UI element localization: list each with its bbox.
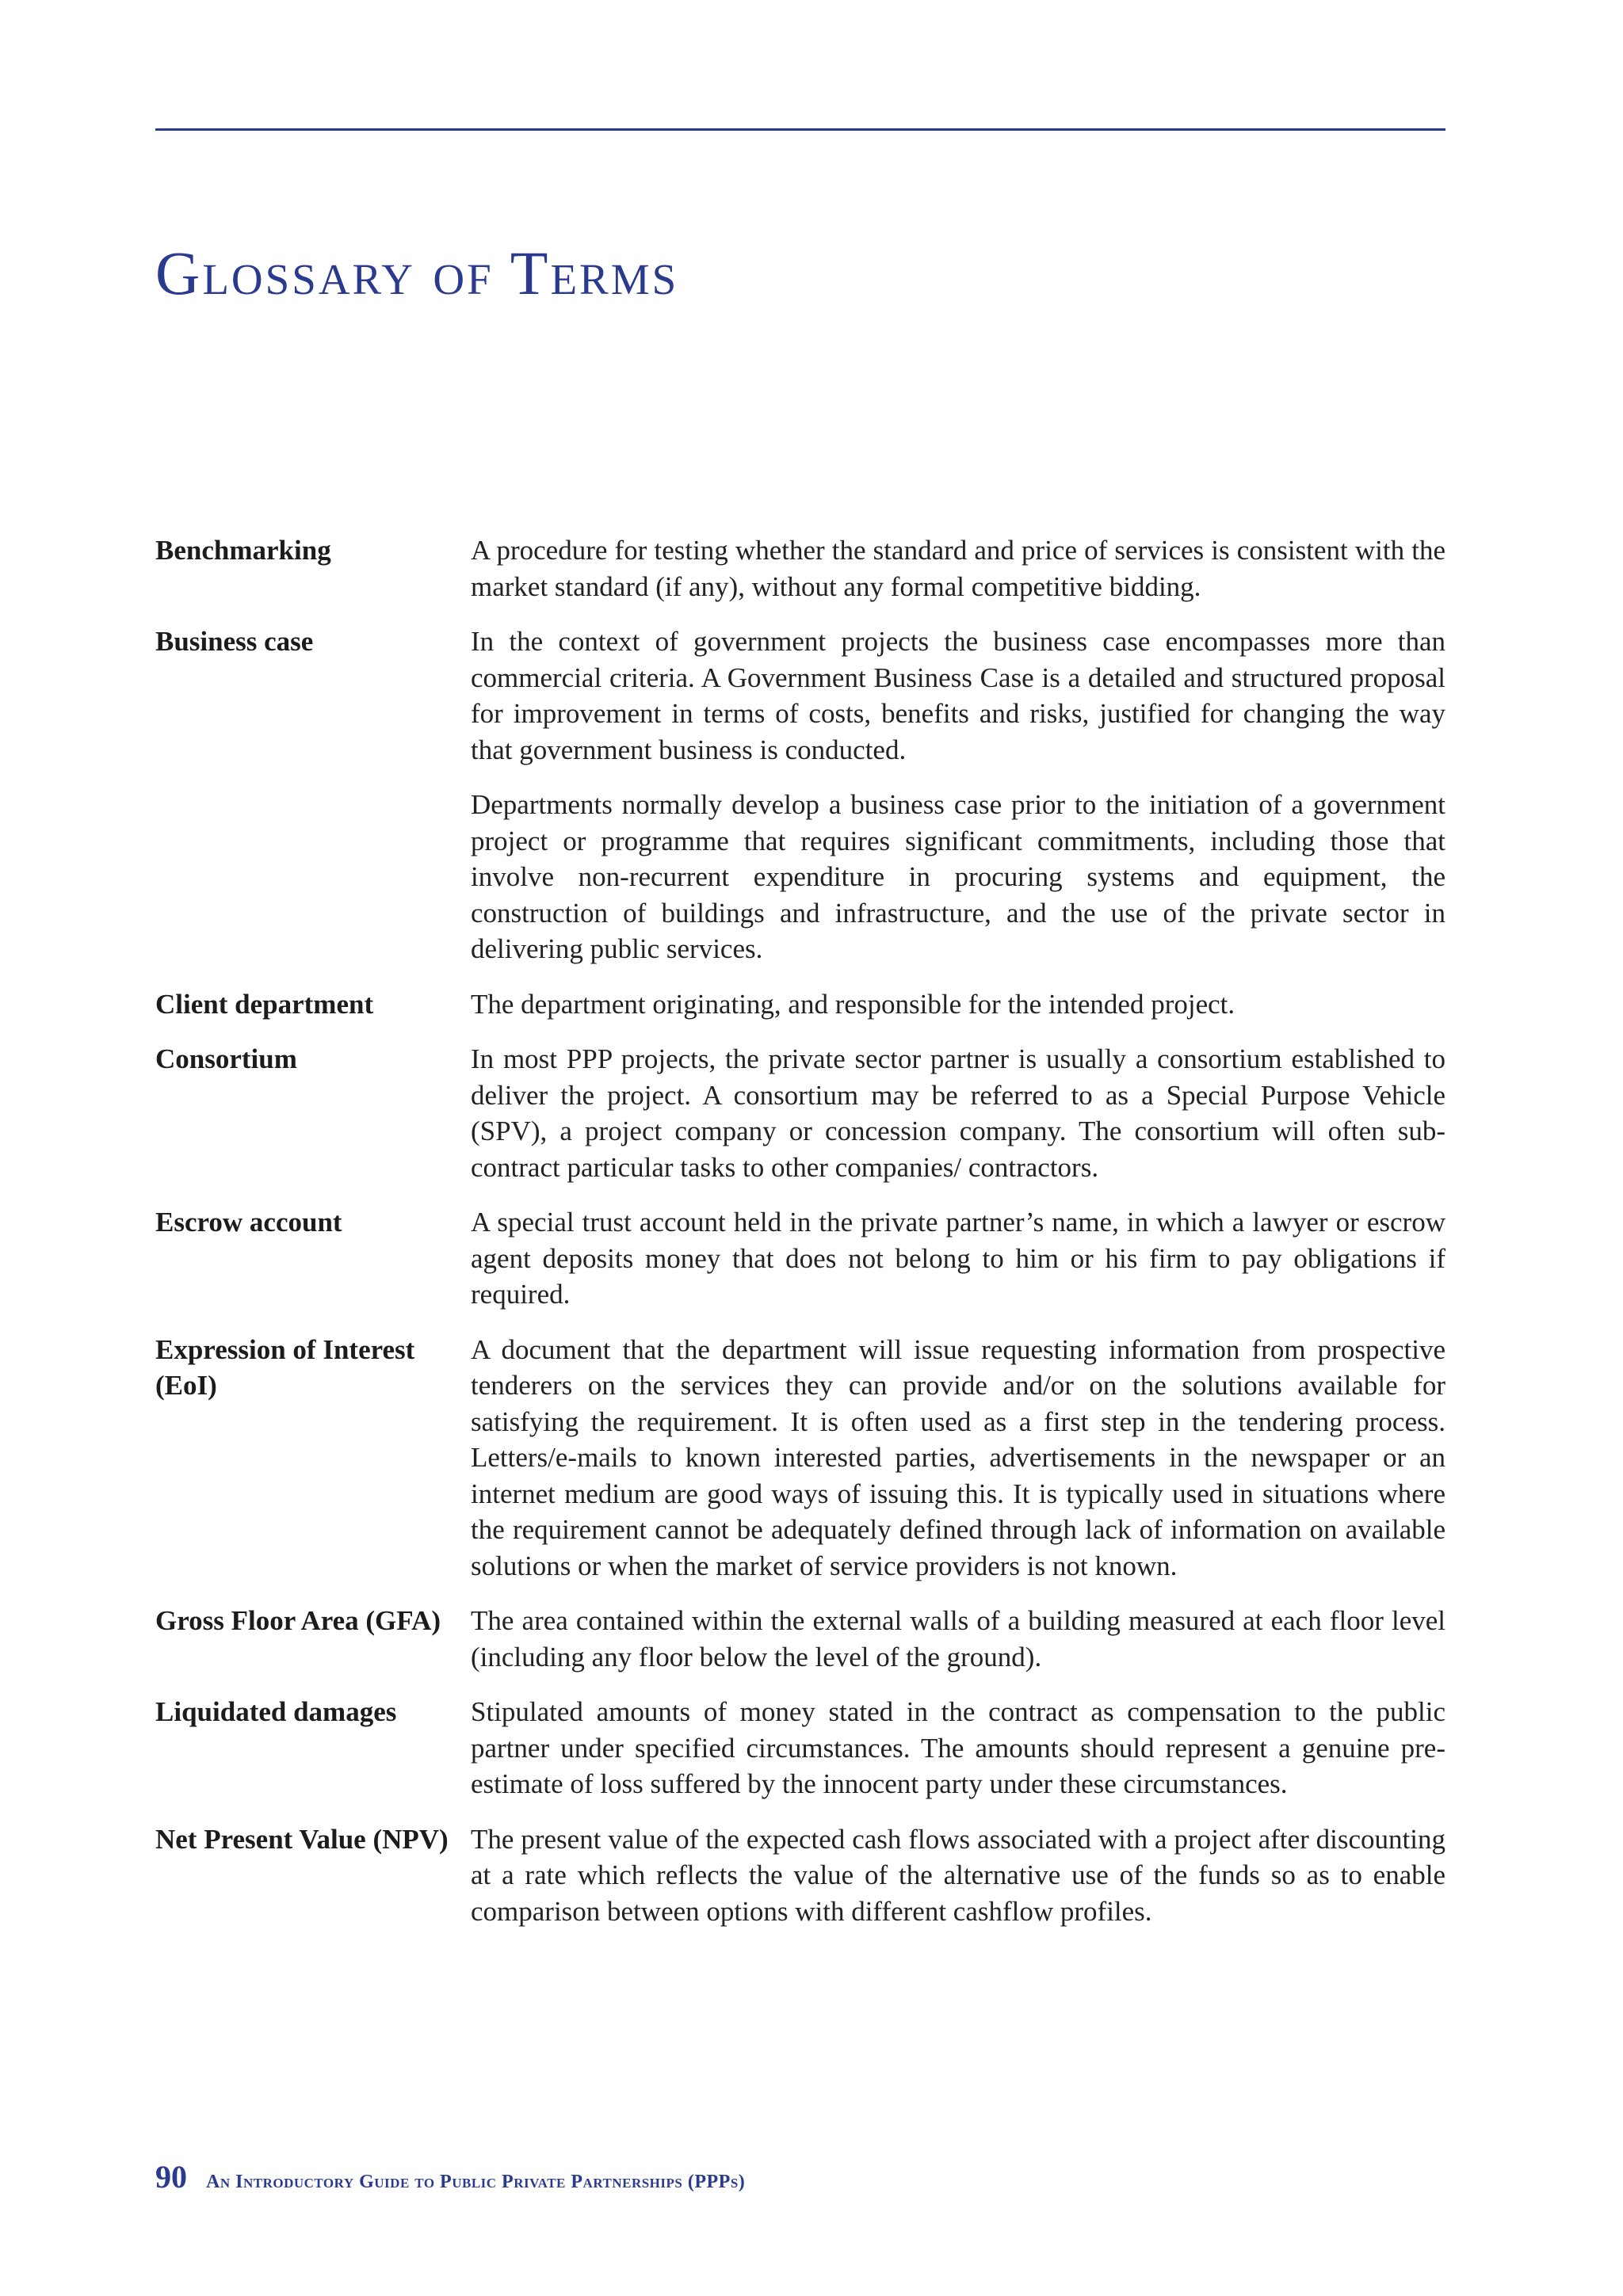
definition-paragraph: A document that the department will issue requesting information from prospective tenderers on the services they can provide and/or on the solutions available for satisfying the requirement. It is often used as a first step in the tendering process. Letters/e-mails to known interested parties, advertisements in the newspaper or an internet medium are good ways of issuing this. It is typically used in situations where the requirement cannot be adequately defined through lack of information on available solutions or when the market of service providers is not known.	[471, 1333, 1445, 1581]
glossary-definition	[471, 532, 1445, 605]
definition-paragraph: A procedure for testing whether the standard and price of services is consistent with the market standard (if any), without any formal competitive bidding.	[471, 535, 1445, 602]
glossary-entry	[155, 532, 1445, 605]
glossary-term: Expression of Interest (EoI)	[155, 1333, 415, 1401]
glossary-entry	[155, 1041, 1445, 1185]
glossary-definition	[471, 1204, 1445, 1313]
glossary-entry	[155, 1694, 1445, 1802]
glossary-list	[155, 532, 1445, 1948]
glossary-entry	[155, 1603, 1445, 1675]
page-number: 90	[155, 2159, 187, 2195]
glossary-definition	[471, 1603, 1445, 1675]
definition-paragraph: The department originating, and responsible for the intended project.	[471, 988, 1235, 1020]
definition-paragraph: The present value of the expected cash flows associated with a project after discounting at a rate which reflects the value of the alternative use of the funds so as to enable comparison between options with different cashflow profiles.	[471, 1823, 1445, 1927]
definition-paragraph: The area contained within the external walls of a building measured at each floor level (including any floor below the level of the ground).	[471, 1605, 1445, 1672]
glossary-entry	[155, 1204, 1445, 1313]
glossary-entry	[155, 986, 1445, 1023]
page-title: Glossary of Terms	[155, 238, 679, 307]
glossary-term: Business case	[155, 626, 314, 657]
glossary-term: Benchmarking	[155, 535, 331, 566]
definition-paragraph: Departments normally develop a business case prior to the initiation of a government project or programme that requires significant commitments, including those that involve non-recurrent expenditure in procuring systems and equipment, the construction of buildings and infrastructure, and the use of the private sector in delivering public services.	[471, 789, 1445, 964]
glossary-entry	[155, 1821, 1445, 1930]
glossary-definition	[471, 1041, 1445, 1185]
definition-paragraph: A special trust account held in the private partner’s name, in which a lawyer or escrow agent deposits money that does not belong to him or his firm to pay obligations if required.	[471, 1207, 1445, 1310]
definition-paragraph: In most PPP projects, the private sector partner is usually a consortium established to deliver the project. A consortium may be referred to as a Special Purpose Vehicle (SPV), a project company or concession company. The consortium will often sub-contract particular tasks to other companies/ contractors.	[471, 1043, 1445, 1183]
glossary-definition	[471, 624, 1445, 967]
glossary-term: Liquidated damages	[155, 1696, 397, 1727]
glossary-definition	[471, 1821, 1445, 1930]
glossary-definition	[471, 1332, 1445, 1585]
glossary-entry	[155, 1332, 1445, 1585]
header-rule	[155, 128, 1445, 131]
glossary-term: Client department	[155, 988, 374, 1020]
glossary-term: Gross Floor Area (GFA)	[155, 1605, 441, 1636]
glossary-definition	[471, 1694, 1445, 1802]
glossary-entry	[155, 624, 1445, 967]
glossary-term: Net Present Value (NPV)	[155, 1823, 449, 1855]
glossary-term: Escrow account	[155, 1207, 342, 1238]
definition-paragraph: In the context of government projects the business case encompasses more than commercial criteria. A Government Business Case is a detailed and structured proposal for improvement in terms of costs, benefits and risks, justified for changing the way that government business is conducted.	[471, 626, 1445, 765]
page-footer	[155, 2158, 745, 2195]
glossary-term: Consortium	[155, 1043, 297, 1074]
definition-paragraph: Stipulated amounts of money stated in the contract as compensation to the public partner under specified circumstances. The amounts should represent a genuine pre-estimate of loss suffered by the innocent party under these circumstances.	[471, 1696, 1445, 1799]
glossary-definition	[471, 986, 1445, 1023]
guide-title: An Introductory Guide to Public Private Partnerships (PPPs)	[206, 2172, 746, 2192]
